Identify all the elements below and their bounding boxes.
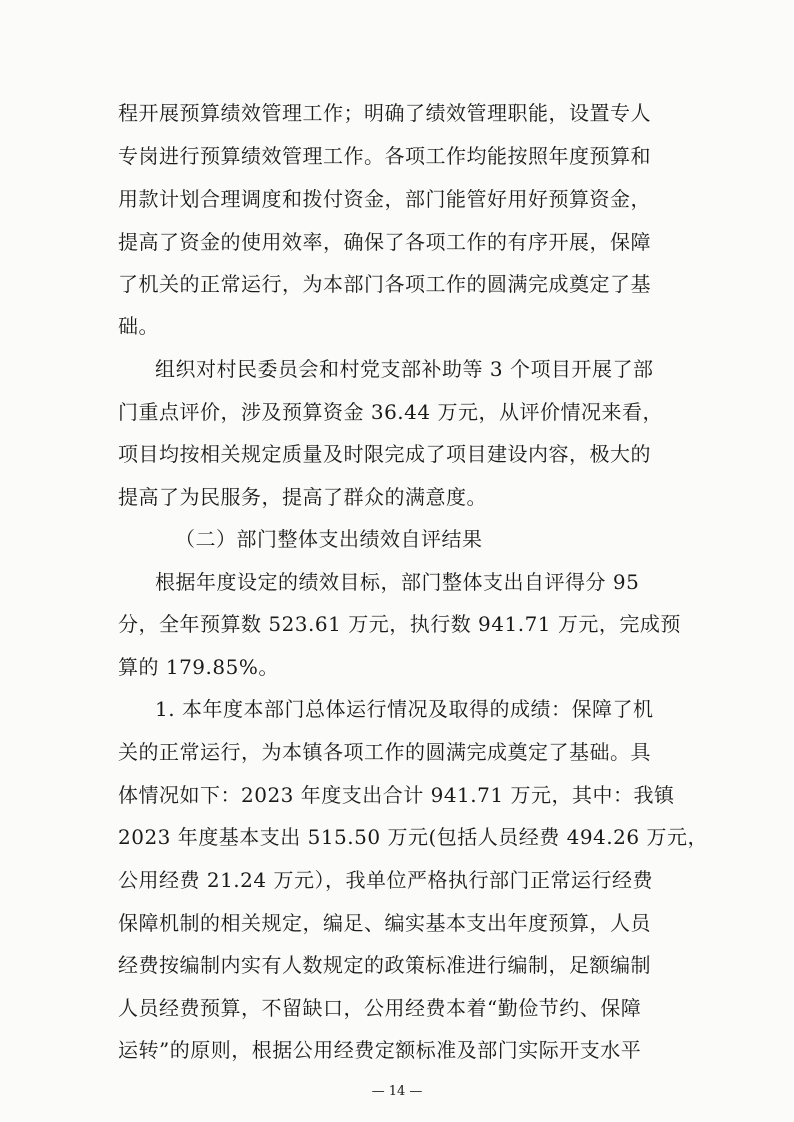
text-line: 提高了为民服务，提高了群众的满意度。: [118, 485, 487, 509]
text-line: 专岗进行预算绩效管理工作。各项工作均能按照年度预算和: [118, 144, 651, 168]
text-line: 分，全年预算数 523.61 万元，执行数 941.71 万元，完成预: [118, 612, 681, 636]
text-line: 提高了资金的使用效率，确保了各项工作的有序开展，保障: [118, 230, 651, 254]
text-line: 关的正常运行，为本镇各项工作的圆满完成奠定了基础。具: [118, 740, 651, 764]
text-line: 项目均按相关规定质量及时限完成了项目建设内容，极大的: [118, 442, 651, 466]
section-heading: （二）部门整体支出绩效自评结果: [175, 527, 483, 551]
text-line: 人员经费预算，不留缺口，公用经费本着“勤俭节约、保障: [118, 996, 642, 1020]
text-line: 根据年度设定的绩效目标，部门整体支出自评得分 95: [155, 570, 640, 594]
text-line: 组织对村民委员会和村党支部补助等 3 个项目开展了部: [155, 357, 654, 381]
text-line: 保障机制的相关规定，编足、编实基本支出年度预算，人员: [118, 911, 651, 935]
page-number: — 14 —: [371, 1084, 423, 1099]
text-line: 运转”的原则，根据公用经费定额标准及部门实际开支水平: [118, 1038, 642, 1062]
text-line: 用款计划合理调度和拨付资金，部门能管好用好预算资金，: [118, 187, 651, 211]
text-line: 程开展预算绩效管理工作；明确了绩效管理职能，设置专人: [118, 101, 651, 125]
text-line: 门重点评价，涉及预算资金 36.44 万元，从评价情况来看，: [118, 400, 663, 424]
text-line: 2023 年度基本支出 515.50 万元(包括人员经费 494.26 万元，: [118, 825, 708, 849]
text-line: 础。: [118, 314, 159, 338]
text-line: 了机关的正常运行，为本部门各项工作的圆满完成奠定了基: [118, 272, 651, 296]
text-line: 体情况如下：2023 年度支出合计 941.71 万元，其中：我镇: [118, 783, 675, 807]
text-line: 算的 179.85%。: [118, 655, 279, 679]
text-line: 经费按编制内实有人数规定的政策标准进行编制，足额编制: [118, 953, 651, 977]
text-line: 公用经费 21.24 万元），我单位严格执行部门正常运行经费: [118, 868, 653, 892]
text-line: 1. 本年度本部门总体运行情况及取得的成绩：保障了机: [155, 697, 654, 721]
